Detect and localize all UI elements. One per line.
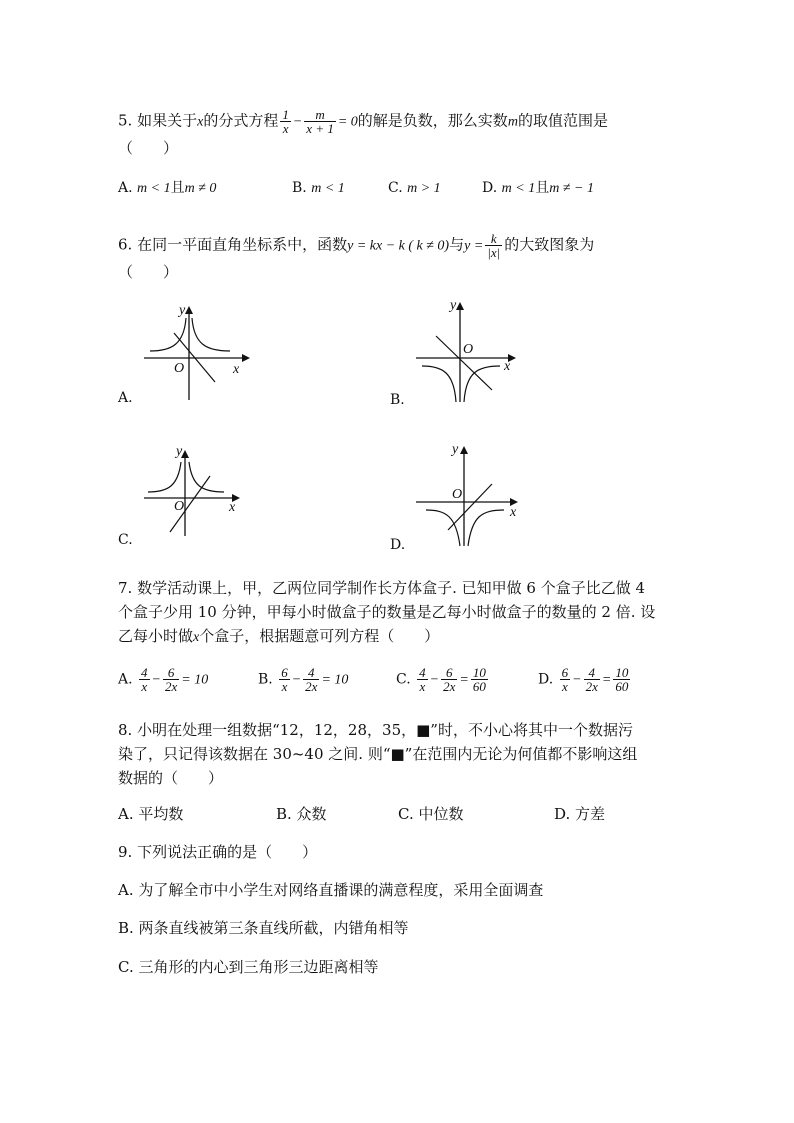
q9-number: 9. [118,843,133,861]
q7-number: 7. [118,579,133,597]
q7-b-n2: 4 [303,666,319,680]
q9-stem-text: 下列说法正确的是（ ） [137,843,318,861]
q6-graph-a-y-label: y [179,303,186,318]
q7-line3-after: 个盒子，根据题意可列方程（ ） [199,627,440,645]
q7-c-d3: 60 [472,679,486,694]
q7-a-d1: x [141,679,148,694]
q6-func2-den: |x| [487,245,501,260]
q5-option-d[interactable] [482,178,594,199]
hyperbola-left [426,510,460,546]
q6-graph-c-y-label: y [176,444,183,459]
q5-option-b-label: B. [292,180,307,196]
q7-option-a[interactable] [118,666,208,693]
q5-var-x: x [197,114,204,130]
q5-option-c-math: m > 1 [407,181,441,196]
q5-option-d-label: D. [482,180,498,196]
q7-c-frac2 [441,666,457,693]
q7-stem-line2: 个盒子少用 10 分钟，甲每小时做盒子的数量是乙每小时做盒子的数量的 2 倍. 设 [118,603,656,621]
q7-option-b[interactable] [258,666,348,693]
q7-d-n1: 6 [561,665,569,680]
q6-graph-a-origin: O [174,361,185,376]
q8-stem-line1 [118,720,633,740]
q7-c-d1: x [419,679,426,694]
q6-graph-d[interactable] [412,440,527,552]
q5-option-b-math: m < 1 [311,181,345,196]
q6-func1: y = kx − k ( k ≠ 0) [347,238,450,254]
q5-text-mid: 的分式方程 [203,111,279,130]
q7-d-minus: − [572,672,582,688]
q5-frac2 [304,108,336,135]
q6-stem [118,232,594,259]
hyperbola-left [150,318,186,351]
q8-option-b[interactable]: B. 众数 [276,805,327,823]
q6-func2-num: k [485,232,502,246]
q7-stem-line1 [118,578,645,598]
q5-text-end: 的取值范围是 [517,111,608,130]
q7-stem-line3 [118,626,439,648]
q5-frac1 [280,108,291,135]
q6-graph-a[interactable] [140,300,255,410]
q7-d-frac1 [560,666,571,693]
q7-c-n1: 4 [419,665,426,680]
q6-number: 6. [118,235,133,254]
q7-var-x: x [193,630,200,645]
q7-c-frac1 [417,666,428,693]
q8-stem-line2: 染了，只记得该数据在 30~40 之间. 则“■”在范围内无论为何值都不影响这组 [118,745,638,763]
q7-d-d2: 2x [585,679,598,694]
q7-d-d1: x [562,679,568,694]
q7-b-rhs: = 10 [321,672,349,688]
q8-option-d[interactable]: D. 方差 [554,805,606,823]
q5-option-c[interactable] [388,178,441,199]
q6-graph-d-origin: O [452,487,463,502]
q6-graph-a-x-label: x [233,362,240,377]
q7-option-d-label: D. [538,671,554,688]
q8-option-a[interactable]: A. 平均数 [118,805,184,823]
q7-a-frac1 [139,666,150,693]
q9-option-c[interactable]: C. 三角形的内心到三角形三边距离相等 [118,958,379,976]
hyperbola-left [148,462,181,492]
q7-b-minus: − [291,672,302,688]
q5-text-after: 的解是负数，那么实数 [357,111,508,130]
q5-option-c-label: C. [388,180,403,196]
q8-number: 8. [118,721,133,739]
q9-stem [118,842,317,862]
q5-option-a-label: A. [118,180,133,196]
q7-c-minus: − [429,672,440,688]
q5-option-a-math2: m ≠ 0 [184,181,217,196]
q5-minus: − [292,114,303,130]
q6-graph-d-x-label: x [510,505,517,520]
q8-option-c[interactable]: C. 中位数 [398,805,464,823]
q7-a-frac2 [163,666,179,693]
q8-line1-text: 小明在处理一组数据“12，12，28，35，■”时，不小心将其中一个数据污 [137,721,633,739]
q7-a-n2: 6 [163,666,179,680]
q5-number: 5. [118,111,133,130]
q5-option-d-and: 且 [535,180,550,196]
q5-option-a-and: 且 [170,180,185,196]
q5-option-a-math1: m < 1 [137,181,171,196]
hyperbola-left [422,366,456,402]
q7-c-n3: 10 [472,665,486,680]
q7-option-c[interactable] [396,666,490,693]
q7-c-frac3 [471,666,488,693]
q6-func2-lhs: y = [464,238,484,254]
q5-frac2-num: m [304,108,336,122]
q7-d-frac2 [584,666,600,693]
hyperbola-right [192,318,230,351]
q7-option-c-label: C. [396,671,411,688]
q7-d-n3: 10 [615,665,629,680]
q9-option-b[interactable]: B. 两条直线被第三条直线所截，内错角相等 [118,919,409,937]
q8-stem-line3: 数据的（ ） [118,769,224,787]
q6-text-before: 在同一平面直角坐标系中，函数 [137,235,348,254]
q6-graph-b-y-label: y [450,298,457,313]
y-arrow-icon [456,302,464,310]
q6-graph-b-origin: O [463,342,474,357]
q6-func2-frac [485,232,502,259]
q7-b-d1: x [281,679,288,694]
q7-option-d[interactable] [538,666,632,693]
q6-text-after: 的大致图象为 [504,235,595,254]
x-arrow-icon [242,354,250,362]
q7-option-a-label: A. [118,671,133,688]
q5-var-m: m [507,114,518,130]
q7-c-equals: = [459,672,469,688]
q6-paren: （ ） [118,263,179,281]
q6-graph-c[interactable] [140,444,250,544]
q7-line1-text: 数学活动课上，甲，乙两位同学制作长方体盒子. 已知甲做 6 个盒子比乙做 4 [137,579,646,597]
q5-option-a[interactable] [118,178,216,199]
q7-a-d2: 2x [164,679,178,694]
q5-option-b[interactable] [292,178,345,199]
q6-text-mid: 与 [449,235,465,254]
hyperbola-right [189,462,224,492]
q5-frac1-num: 1 [282,107,289,122]
q5-option-d-math1: m < 1 [501,181,536,196]
q7-b-n1: 6 [281,665,288,680]
q5-stem [118,108,608,135]
q7-a-rhs: = 10 [181,672,209,688]
hyperbola-right [468,510,504,546]
q6-graph-c-origin: O [174,499,185,514]
q6-graph-d-y-label: y [452,442,459,457]
q7-c-d2: 2x [443,679,456,694]
q7-b-frac2 [303,666,319,693]
q5-paren: （ ） [118,139,179,157]
q7-d-frac3 [613,666,630,693]
q7-d-d3: 60 [615,679,629,694]
y-arrow-icon [185,306,193,314]
q6-option-d-label[interactable]: D. [390,537,406,553]
q7-b-d2: 2x [305,679,318,694]
q5-frac2-den: x + 1 [306,121,334,136]
y-arrow-icon [460,446,468,454]
q9-option-a[interactable]: A. 为了解全市中小学生对网络直播课的满意程度，采用全面调查 [118,881,544,899]
q5-frac1-den: x [282,121,289,136]
hyperbola-right [464,366,500,402]
q5-text-before: 如果关于 [137,111,198,130]
q6-graph-b-x-label: x [504,359,511,374]
q5-equals: = 0 [337,114,358,130]
q7-c-n2: 6 [441,666,457,680]
q6-option-a-label[interactable]: A. [118,390,133,406]
q7-d-equals: = [601,672,612,688]
q5-option-d-math2: m ≠ − 1 [549,181,594,196]
q7-line3-before: 乙每小时做 [118,627,194,645]
q7-a-minus: − [151,672,161,688]
q7-d-n2: 4 [584,666,600,680]
q7-a-n1: 4 [141,665,148,680]
q6-option-c-label[interactable]: C. [118,532,133,548]
q7-option-b-label: B. [258,671,273,688]
q7-b-frac1 [279,666,290,693]
q6-graph-c-x-label: x [229,500,236,515]
q6-option-b-label[interactable]: B. [390,392,405,408]
